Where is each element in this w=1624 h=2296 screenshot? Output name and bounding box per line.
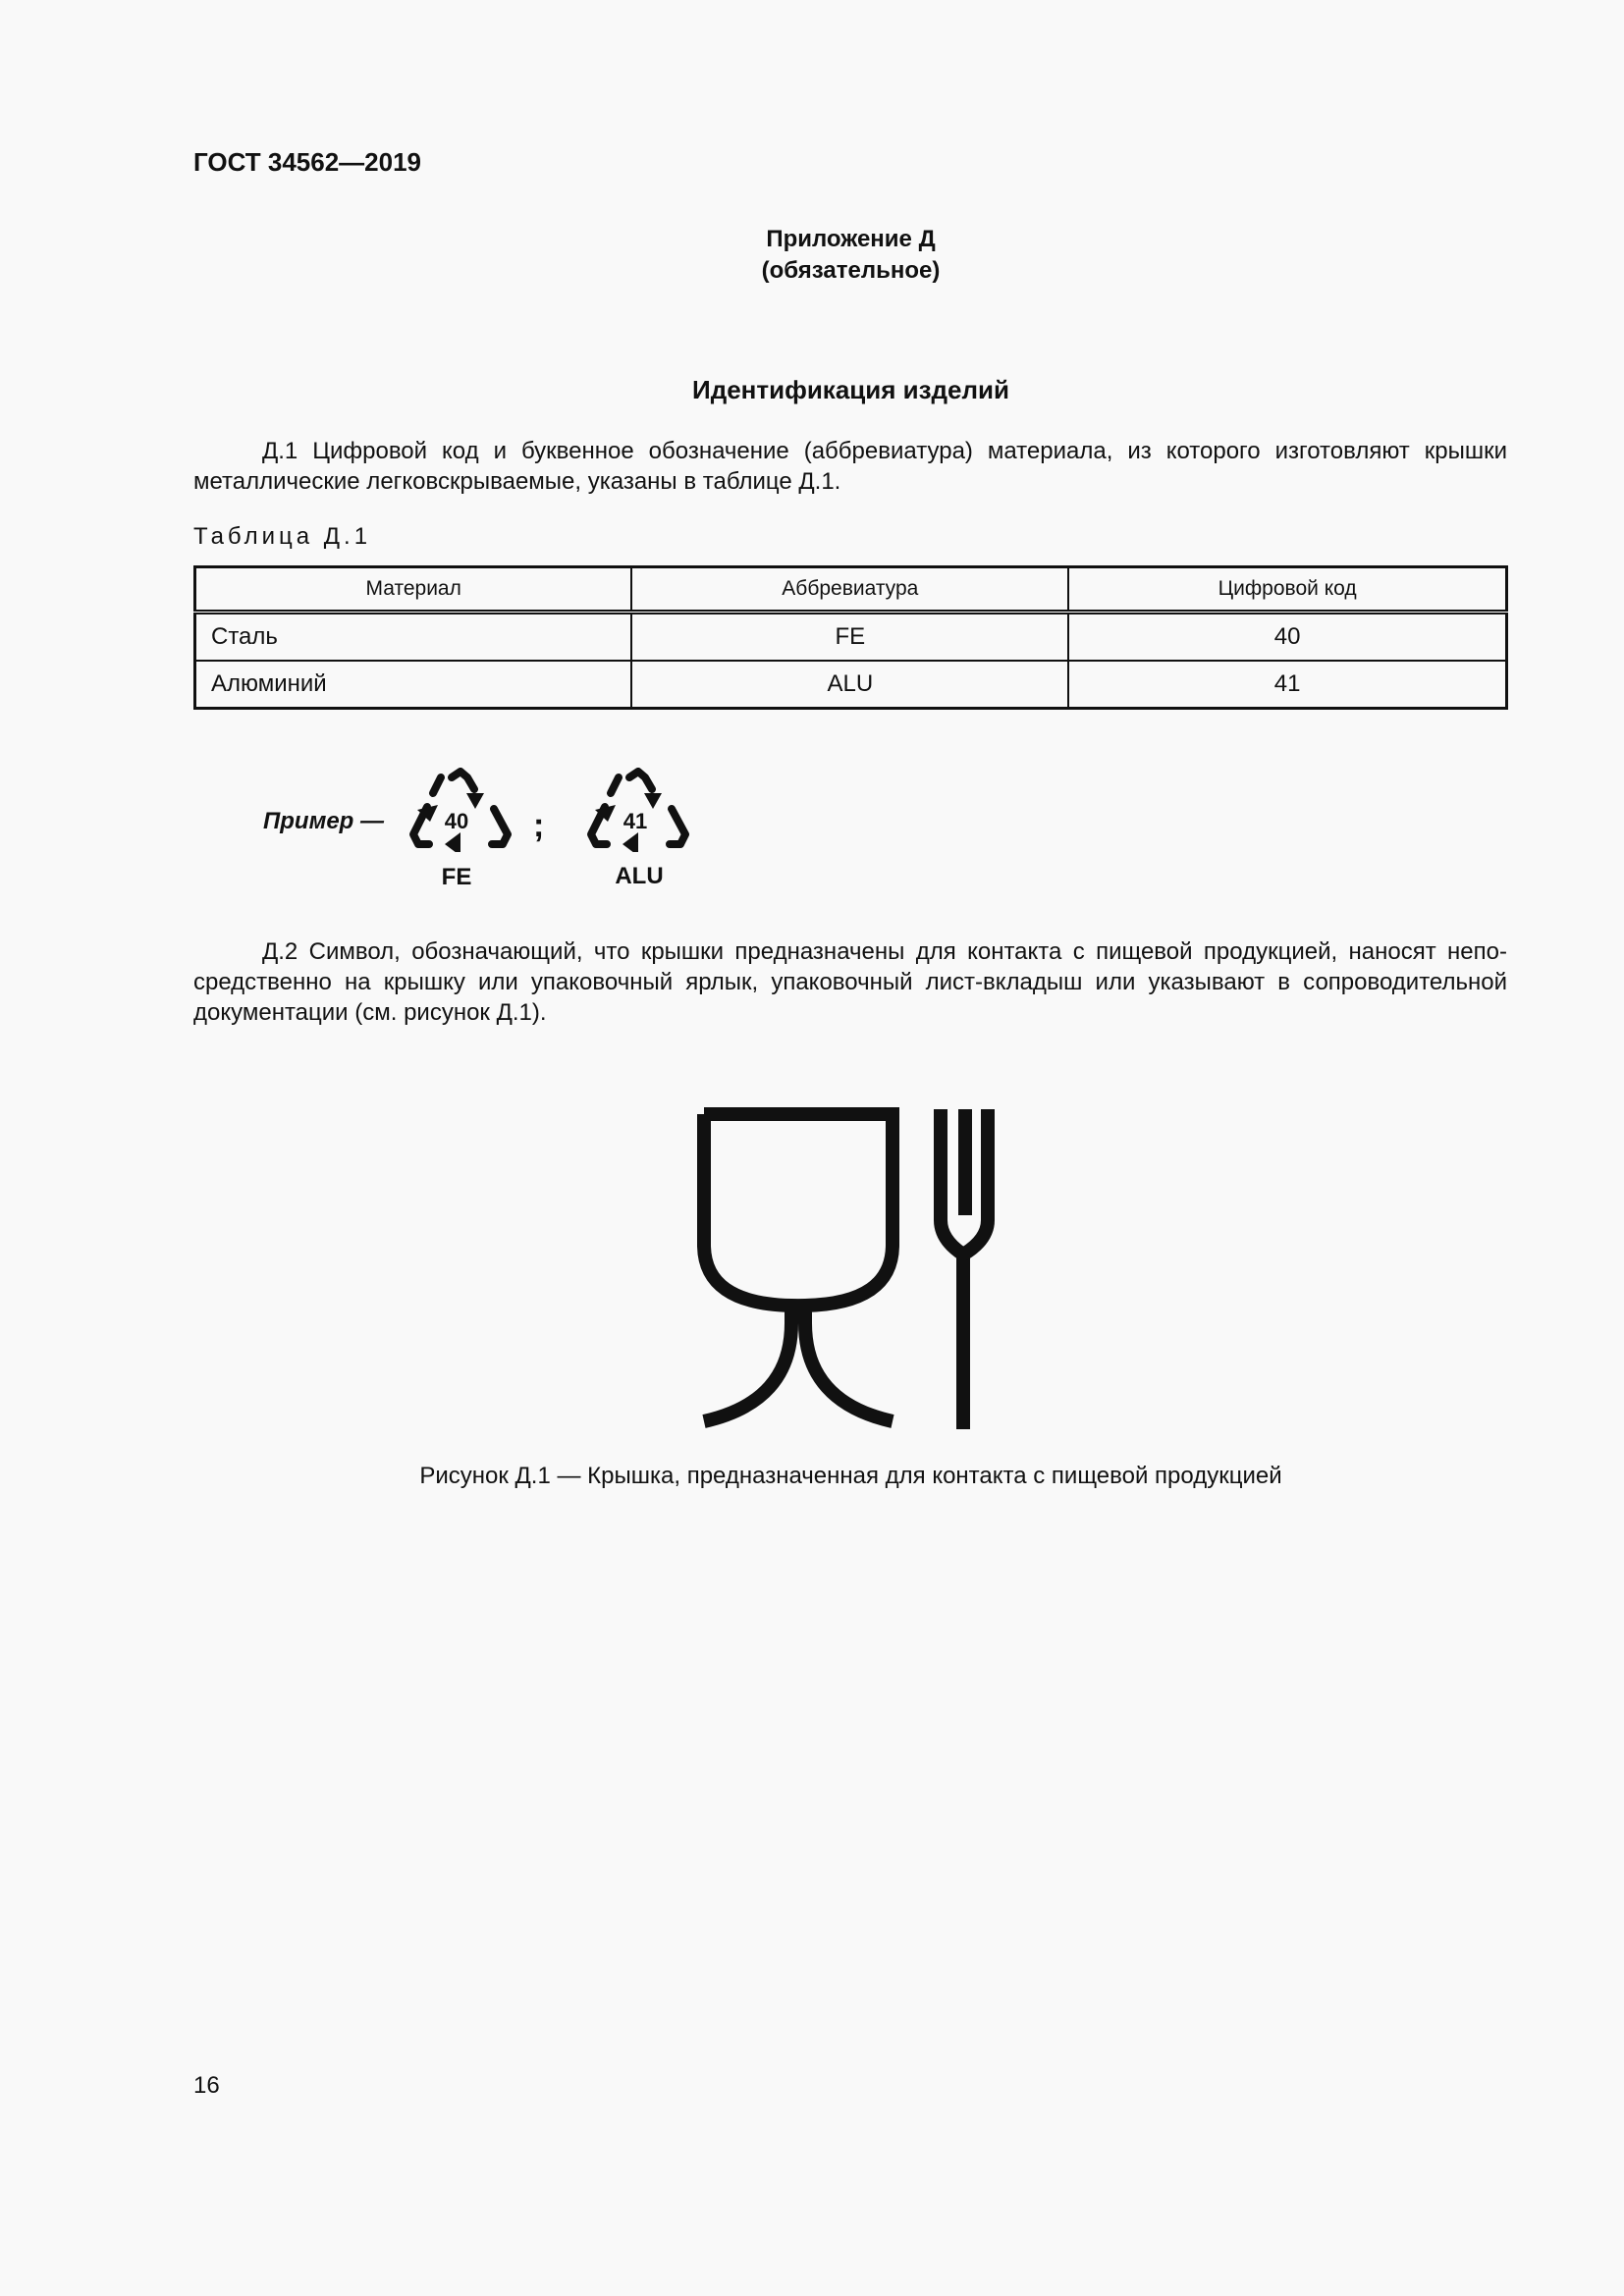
cell-digital-code: 40 [1068, 613, 1506, 662]
recycling-code-41: 41 [623, 809, 648, 833]
section-title: Идентификация изделий [692, 375, 1009, 404]
cell-abbreviation: FE [631, 613, 1068, 662]
paragraph-d1-text: Д.1 Цифровой код и буквенное обозначение (аббревиатура) материала, из которого изготовляют крышки металлические легковскрываемые, указаны в таблице Д.1. [193, 438, 1507, 495]
table-row [195, 661, 1507, 709]
cell-material: Алюминий [195, 661, 632, 709]
paragraph-d1 [193, 436, 1507, 497]
table-caption: Таблица Д.1 [193, 523, 372, 550]
column-header-abbreviation: Аббревиатура [631, 567, 1068, 613]
document-code: ГОСТ 34562—2019 [193, 147, 421, 177]
column-header-digital-code: Цифровой код [1068, 567, 1506, 613]
column-header-material: Материал [195, 567, 632, 613]
figure-caption: Рисунок Д.1 — Крышка, предназначенная для контакта с пищевой продукцией [419, 1463, 1282, 1489]
appendix-heading [0, 224, 1624, 287]
glass-and-fork-icon [688, 1107, 1014, 1429]
paragraph-d2-text: Д.2 Символ, обозначающий, что крышки предназначены для контакта с пищевой продукцией, наносят непосредственно на крышку или упаковочный ярлык, упаковочный лист-вкладыш или указывают в сопроводительной документации (см. рисунок Д.1). [193, 938, 1507, 1026]
recycling-abbr-fe: FE [441, 864, 472, 890]
materials-table [193, 565, 1508, 710]
paragraph-d2 [193, 936, 1507, 1028]
example-label: Пример — [263, 808, 385, 834]
appendix-title: Приложение Д [766, 226, 936, 252]
recycling-abbr-alu: ALU [615, 863, 664, 889]
cell-digital-code: 41 [1068, 661, 1506, 709]
cell-material: Сталь [195, 613, 632, 662]
table-row [195, 613, 1507, 662]
example-separator: ; [533, 807, 545, 844]
recycling-code-40: 40 [444, 809, 469, 833]
appendix-status: (обязательное) [761, 257, 941, 284]
page-number: 16 [193, 2072, 220, 2099]
table-header-row [195, 567, 1507, 613]
cell-abbreviation: ALU [631, 661, 1068, 709]
